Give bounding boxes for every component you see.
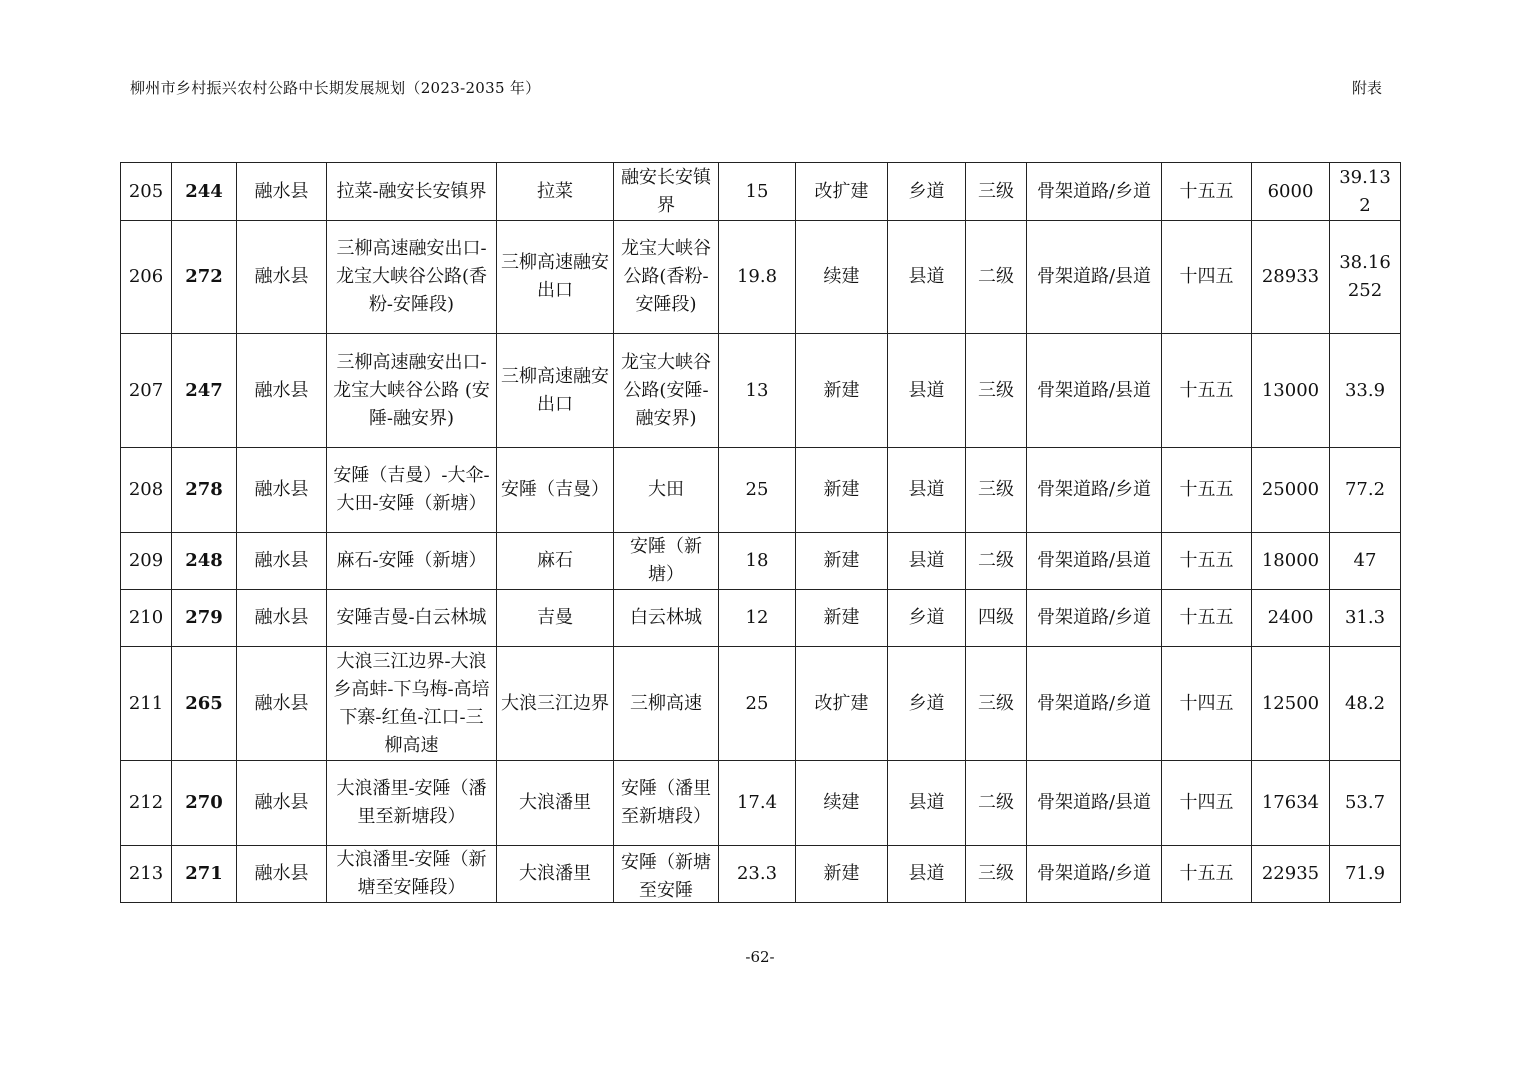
investment-cell: 17634: [1252, 761, 1330, 846]
end-point-cell: 融安长安镇界: [614, 163, 719, 221]
county-cell: 融水县: [237, 448, 327, 533]
end-point-cell: 龙宝大峡谷公路(安陲-融安界): [614, 334, 719, 448]
unit-cost-cell: 33.9: [1330, 334, 1401, 448]
function-cell: 骨架道路/县道: [1027, 533, 1162, 590]
period-cell: 十四五: [1162, 221, 1252, 334]
table-row: [121, 846, 1401, 903]
seq-cell: 211: [121, 647, 172, 761]
route-no-cell: 271: [172, 846, 237, 903]
investment-cell: 2400: [1252, 590, 1330, 647]
admin-level-cell: 乡道: [888, 590, 966, 647]
route-no-cell: 270: [172, 761, 237, 846]
unit-cost-cell: 31.3: [1330, 590, 1401, 647]
admin-level-cell: 乡道: [888, 647, 966, 761]
unit-cost-cell: 53.7: [1330, 761, 1401, 846]
seq-cell: 208: [121, 448, 172, 533]
seq-cell: 206: [121, 221, 172, 334]
construction-type-cell: 新建: [796, 334, 888, 448]
admin-level-cell: 县道: [888, 533, 966, 590]
length-cell: 12: [719, 590, 796, 647]
table-row: [121, 590, 1401, 647]
tech-grade-cell: 二级: [966, 533, 1027, 590]
function-cell: 骨架道路/县道: [1027, 221, 1162, 334]
seq-cell: 209: [121, 533, 172, 590]
construction-type-cell: 续建: [796, 761, 888, 846]
route-name-cell: 三柳高速融安出口-龙宝大峡谷公路(香粉-安陲段): [327, 221, 497, 334]
construction-type-cell: 改扩建: [796, 163, 888, 221]
period-cell: 十四五: [1162, 647, 1252, 761]
route-name-cell: 安陲吉曼-白云林城: [327, 590, 497, 647]
length-cell: 19.8: [719, 221, 796, 334]
unit-cost-cell: 38.16252: [1330, 221, 1401, 334]
construction-type-cell: 新建: [796, 846, 888, 903]
end-point-cell: [614, 846, 719, 903]
route-no-cell: 278: [172, 448, 237, 533]
route-no-cell: 244: [172, 163, 237, 221]
unit-cost-cell: 39.132: [1330, 163, 1401, 221]
period-cell: 十五五: [1162, 590, 1252, 647]
length-cell: 13: [719, 334, 796, 448]
period-cell: 十五五: [1162, 334, 1252, 448]
investment-cell: 13000: [1252, 334, 1330, 448]
county-cell: 融水县: [237, 647, 327, 761]
route-name-cell: 拉菜-融安长安镇界: [327, 163, 497, 221]
period-cell: 十五五: [1162, 533, 1252, 590]
function-cell: 骨架道路/乡道: [1027, 647, 1162, 761]
tech-grade-cell: 四级: [966, 590, 1027, 647]
length-cell: 15: [719, 163, 796, 221]
function-cell: 骨架道路/乡道: [1027, 163, 1162, 221]
investment-cell: 12500: [1252, 647, 1330, 761]
investment-cell: 28933: [1252, 221, 1330, 334]
road-plan-table: [120, 162, 1401, 903]
table-row: [121, 221, 1401, 334]
admin-level-cell: 乡道: [888, 163, 966, 221]
admin-level-cell: 县道: [888, 846, 966, 903]
period-cell: 十五五: [1162, 163, 1252, 221]
end-point-cell: 三柳高速: [614, 647, 719, 761]
start-point-cell: 吉曼: [497, 590, 614, 647]
route-no-cell: 272: [172, 221, 237, 334]
investment-cell: 25000: [1252, 448, 1330, 533]
end-point-cell: 安陲（潘里至新塘段）: [614, 761, 719, 846]
tech-grade-cell: 三级: [966, 846, 1027, 903]
tech-grade-cell: 三级: [966, 163, 1027, 221]
route-name-cell: 大浪潘里-安陲（潘里至新塘段）: [327, 761, 497, 846]
county-cell: 融水县: [237, 846, 327, 903]
start-point-cell: 大浪潘里: [497, 846, 614, 903]
end-point-cell: 大田: [614, 448, 719, 533]
route-name-cell: 大浪潘里-安陲（新塘至安陲段）: [327, 846, 497, 903]
start-point-cell: 三柳高速融安出口: [497, 221, 614, 334]
route-no-cell: 247: [172, 334, 237, 448]
construction-type-cell: 改扩建: [796, 647, 888, 761]
period-cell: 十五五: [1162, 448, 1252, 533]
county-cell: 融水县: [237, 221, 327, 334]
county-cell: 融水县: [237, 334, 327, 448]
unit-cost-cell: 47: [1330, 533, 1401, 590]
table-row: [121, 761, 1401, 846]
route-no-cell: 279: [172, 590, 237, 647]
table-row: [121, 448, 1401, 533]
admin-level-cell: 县道: [888, 334, 966, 448]
table-body: [121, 163, 1401, 903]
table-row: [121, 533, 1401, 590]
admin-level-cell: 县道: [888, 448, 966, 533]
tech-grade-cell: 三级: [966, 647, 1027, 761]
end-point-cell: 安陲（新塘）: [614, 533, 719, 590]
function-cell: 骨架道路/乡道: [1027, 846, 1162, 903]
route-no-cell: 248: [172, 533, 237, 590]
investment-cell: 22935: [1252, 846, 1330, 903]
unit-cost-cell: 77.2: [1330, 448, 1401, 533]
length-cell: 18: [719, 533, 796, 590]
tech-grade-cell: 二级: [966, 221, 1027, 334]
tech-grade-cell: 三级: [966, 334, 1027, 448]
county-cell: 融水县: [237, 761, 327, 846]
unit-cost-cell: 48.2: [1330, 647, 1401, 761]
admin-level-cell: 县道: [888, 761, 966, 846]
length-cell: 25: [719, 448, 796, 533]
route-name-cell: 三柳高速融安出口-龙宝大峡谷公路 (安陲-融安界): [327, 334, 497, 448]
route-name-cell: 安陲（吉曼）-大伞-大田-安陲（新塘）: [327, 448, 497, 533]
county-cell: 融水县: [237, 163, 327, 221]
construction-type-cell: 新建: [796, 448, 888, 533]
start-point-cell: 大浪潘里: [497, 761, 614, 846]
seq-cell: 213: [121, 846, 172, 903]
end-point-text: 安陲（新塘至安陲: [621, 852, 711, 900]
route-name-cell: 大浪三江边界-大浪乡高蚌-下乌梅-高培下寨-红鱼-江口-三柳高速: [327, 647, 497, 761]
route-no-cell: 265: [172, 647, 237, 761]
start-point-cell: 安陲（吉曼）: [497, 448, 614, 533]
tech-grade-cell: 三级: [966, 448, 1027, 533]
construction-type-cell: 续建: [796, 221, 888, 334]
start-point-cell: 麻石: [497, 533, 614, 590]
length-cell: 17.4: [719, 761, 796, 846]
function-cell: 骨架道路/乡道: [1027, 590, 1162, 647]
end-point-cell: 龙宝大峡谷公路(香粉-安陲段): [614, 221, 719, 334]
unit-cost-cell: 71.9: [1330, 846, 1401, 903]
county-cell: 融水县: [237, 590, 327, 647]
document-title: 柳州市乡村振兴农村公路中长期发展规划（2023-2035 年）: [130, 79, 541, 97]
investment-cell: 6000: [1252, 163, 1330, 221]
tech-grade-cell: 二级: [966, 761, 1027, 846]
county-cell: 融水县: [237, 533, 327, 590]
admin-level-cell: 县道: [888, 221, 966, 334]
table-row: [121, 163, 1401, 221]
seq-cell: 212: [121, 761, 172, 846]
page-number: -62-: [745, 948, 775, 966]
function-cell: 骨架道路/县道: [1027, 334, 1162, 448]
table-row: [121, 647, 1401, 761]
construction-type-cell: 新建: [796, 533, 888, 590]
period-cell: 十五五: [1162, 846, 1252, 903]
construction-type-cell: 新建: [796, 590, 888, 647]
start-point-cell: 三柳高速融安出口: [497, 334, 614, 448]
seq-cell: 205: [121, 163, 172, 221]
function-cell: 骨架道路/县道: [1027, 761, 1162, 846]
seq-cell: 210: [121, 590, 172, 647]
seq-cell: 207: [121, 334, 172, 448]
start-point-cell: 拉菜: [497, 163, 614, 221]
investment-cell: 18000: [1252, 533, 1330, 590]
period-cell: 十四五: [1162, 761, 1252, 846]
end-point-cell: 白云林城: [614, 590, 719, 647]
length-cell: 25: [719, 647, 796, 761]
length-cell: 23.3: [719, 846, 796, 903]
table-row: [121, 334, 1401, 448]
start-point-cell: 大浪三江边界: [497, 647, 614, 761]
route-name-cell: 麻石-安陲（新塘）: [327, 533, 497, 590]
appendix-label: 附表: [1352, 79, 1383, 97]
function-cell: 骨架道路/乡道: [1027, 448, 1162, 533]
